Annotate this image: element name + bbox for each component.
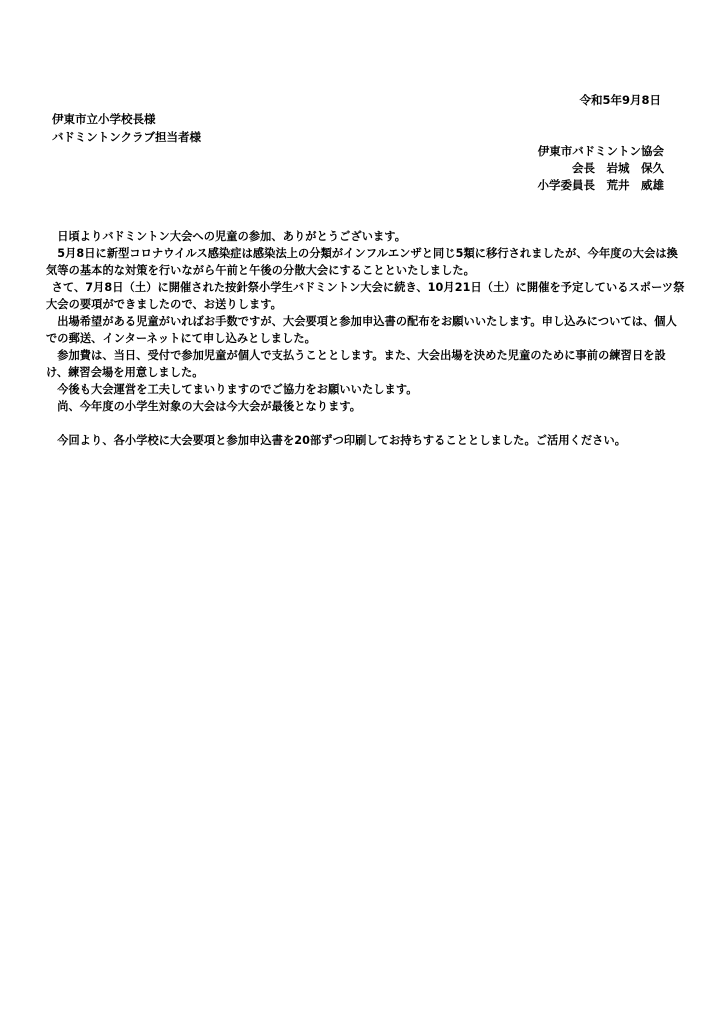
body-paragraph-cooperation: 今後も大会運営を工夫してまいりますのでご協力をお願いいたします。 <box>57 383 418 396</box>
sender-block <box>538 143 665 194</box>
recipients-block <box>52 110 201 146</box>
letter-body <box>46 228 686 449</box>
body-paragraph-final-event: 尚、今年度の小学生対象の大会は今大会が最後となります。 <box>57 400 362 413</box>
body-paragraph-closing: 今回より、各小学校に大会要項と参加申込書を20部ずつ印刷してお持ちすることとしました。ご活用ください。 <box>57 434 627 447</box>
body-paragraph-covid: 5月8日に新型コロナウイルス感染症は感染法上の分類がインフルエンザと同じ5類に移行されましたが、今年度の大会は換気等の基本的な対策を行いながら午前と午後の分散大会にすることといたしました。 <box>46 247 678 277</box>
recipient-principals: 伊東市立小学校長様 <box>52 112 156 126</box>
body-paragraph-tournament: さて、7月8日（土）に開催された按針祭小学生バドミントン大会に続き、10月21日（土）に開催を予定しているスポーツ祭大会の要項ができましたので、お送りします。 <box>46 281 685 311</box>
body-paragraph-fee: 参加費は、当日、受付で参加児童が個人で支払うこととします。また、大会出場を決めた児童のために事前の練習日を設け、練習会場を用意しました。 <box>46 349 666 379</box>
recipient-club-staff: バドミントンクラブ担当者様 <box>52 130 202 144</box>
body-paragraph-application: 出場希望がある児童がいればお手数ですが、大会要項と参加申込書の配布をお願いいたします。申し込みについては、個人での郵送、インターネットにて申し込みとしました。 <box>46 315 677 345</box>
letter-date: 令和5年9月8日 <box>579 93 661 107</box>
sender-president: 会長 岩城 保久 <box>572 161 664 175</box>
sender-organization: 伊東市バドミントン協会 <box>537 144 664 158</box>
body-paragraph-greeting: 日頃よりバドミントン大会への児童の参加、ありがとうございます。 <box>57 230 406 243</box>
paragraph-spacer <box>46 415 686 432</box>
sender-committee-chair: 小学委員長 荒井 威雄 <box>537 178 664 192</box>
